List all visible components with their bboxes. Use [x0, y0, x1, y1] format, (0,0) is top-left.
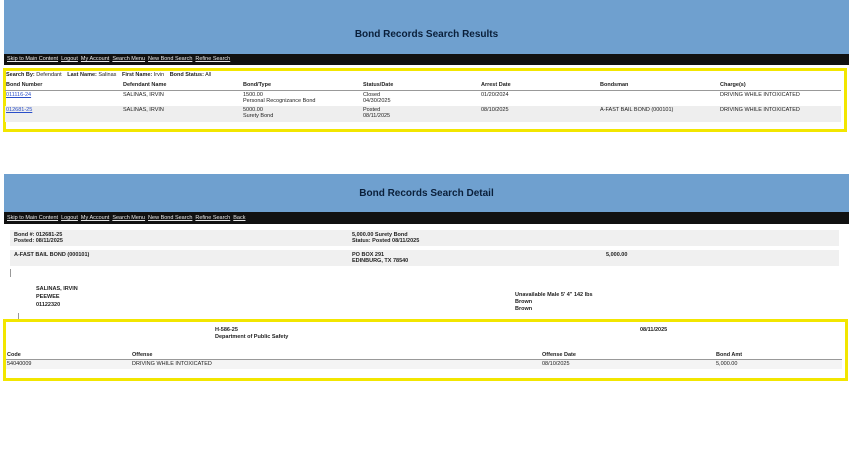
nav-refine-search[interactable]: Refine Search [195, 215, 231, 221]
hair-color: Brown [515, 299, 533, 305]
bond-info-row [10, 230, 839, 246]
defendant-cell: SALINAS, IRVIN [123, 91, 164, 98]
offense-bond-amount: 5,000.00 [715, 360, 842, 369]
results-header-row [5, 81, 841, 90]
bond-status-line: Status: Posted 08/11/2025 [352, 238, 420, 244]
table-row [5, 90, 841, 106]
bondsman-cell: A-FAST BAIL BOND (000101) [599, 106, 719, 122]
nav-new-bond-search[interactable]: New Bond Search [148, 215, 193, 221]
detail-nav-bar [4, 212, 849, 224]
col-arrest-date[interactable]: Arrest Date [480, 81, 599, 90]
bond-status-label: Bond Status: [169, 72, 204, 78]
search-by-label: Search By: [6, 72, 35, 78]
bondsman-address1: PO BOX 291 [352, 252, 385, 258]
nav-skip-to-main[interactable]: Skip to Main Content [7, 215, 59, 221]
first-name-label: First Name: [121, 72, 153, 78]
col-bond-number[interactable]: Bond Number [5, 81, 122, 90]
col-code: Code [6, 351, 131, 360]
nav-my-account[interactable]: My Account [80, 56, 110, 62]
search-criteria [6, 72, 211, 78]
bond-number-link[interactable]: 012681-25 [6, 107, 33, 113]
col-charges[interactable]: Charge(s) [719, 81, 841, 90]
search-by-value: Defendant [36, 72, 62, 78]
bond-type-cell: 1500.00 Personal Recognizance Bond [243, 91, 316, 104]
offense-highlight-box [3, 319, 848, 381]
bondsman-name: A-FAST BAIL BOND (000101) [14, 252, 90, 258]
bond-type-cell: 5000.00 Surety Bond [242, 106, 362, 122]
nav-skip-to-main[interactable]: Skip to Main Content [7, 56, 59, 62]
col-bond-type[interactable]: Bond/Type [242, 81, 362, 90]
nav-logout[interactable]: Logout [61, 215, 78, 221]
nav-search-menu[interactable]: Search Menu [112, 56, 146, 62]
offense-description: DRIVING WHILE INTOXICATED [131, 360, 541, 369]
bondsman-address2: EDINBURG, TX 78540 [352, 258, 409, 264]
bond-number-link[interactable]: 011116-24 [6, 91, 32, 98]
bond-number-line: Bond #: 012681-25 [14, 232, 63, 238]
arrest-date-cell: 08/10/2025 [480, 106, 599, 122]
offense-date: 08/10/2025 [541, 360, 715, 369]
arrest-date-cell: 01/20/2024 [481, 91, 509, 98]
detail-title: Bond Records Search Detail [4, 174, 849, 212]
col-offense-date: Offense Date [541, 351, 715, 360]
physical-description: Unavailable Male 5' 4" 142 lbs [515, 292, 593, 298]
posted-line: Posted: 08/11/2025 [14, 238, 63, 244]
last-name-value: Salinas [98, 72, 117, 78]
bond-amount-line: 5,000.00 Surety Bond [352, 232, 408, 238]
col-bondsman[interactable]: Bondsman [599, 81, 719, 90]
defendant-alias: PEEWEE [36, 294, 60, 300]
table-row [5, 106, 841, 122]
last-name-label: Last Name: [67, 72, 97, 78]
nav-logout[interactable]: Logout [61, 56, 78, 62]
agency-name: Department of Public Safety [215, 334, 289, 340]
nav-search-menu[interactable]: Search Menu [112, 215, 146, 221]
results-table [5, 81, 841, 122]
table-row [6, 360, 842, 369]
charges-cell: DRIVING WHILE INTOXICATED [719, 106, 841, 122]
nav-new-bond-search[interactable]: New Bond Search [148, 56, 193, 62]
bond-status-value: All [205, 72, 212, 78]
offense-code: 54040009 [6, 360, 131, 369]
results-title: Bond Records Search Results [4, 0, 849, 54]
charges-cell: DRIVING WHILE INTOXICATED [720, 91, 800, 98]
col-bond-amt: Bond Amt [715, 351, 842, 360]
first-name-value: Irvin [153, 72, 165, 78]
bondsman-row [10, 250, 839, 266]
case-number: H-586-25 [215, 327, 238, 333]
vertical-tick [10, 269, 11, 277]
case-date: 08/11/2025 [640, 327, 668, 333]
nav-my-account[interactable]: My Account [80, 215, 110, 221]
defendant-cell: SALINAS, IRVIN [122, 106, 242, 122]
eye-color: Brown [515, 306, 533, 312]
col-defendant-name[interactable]: Defendant Name [122, 81, 242, 90]
defendant-id: 01122320 [36, 302, 61, 308]
status-cell: Posted 08/11/2025 [362, 106, 480, 122]
offense-header-row [6, 351, 842, 360]
nav-refine-search[interactable]: Refine Search [195, 56, 231, 62]
bondsman-amount: 5,000.00 [606, 252, 628, 258]
offense-table [6, 351, 842, 369]
results-nav-bar [4, 54, 849, 65]
col-offense: Offense [131, 351, 541, 360]
status-cell: Closed 04/30/2025 [363, 91, 391, 104]
col-status-date[interactable]: Status/Date [362, 81, 480, 90]
bondsman-cell [599, 90, 719, 106]
nav-back[interactable]: Back [233, 215, 246, 221]
defendant-name: SALINAS, IRVIN [36, 286, 78, 292]
